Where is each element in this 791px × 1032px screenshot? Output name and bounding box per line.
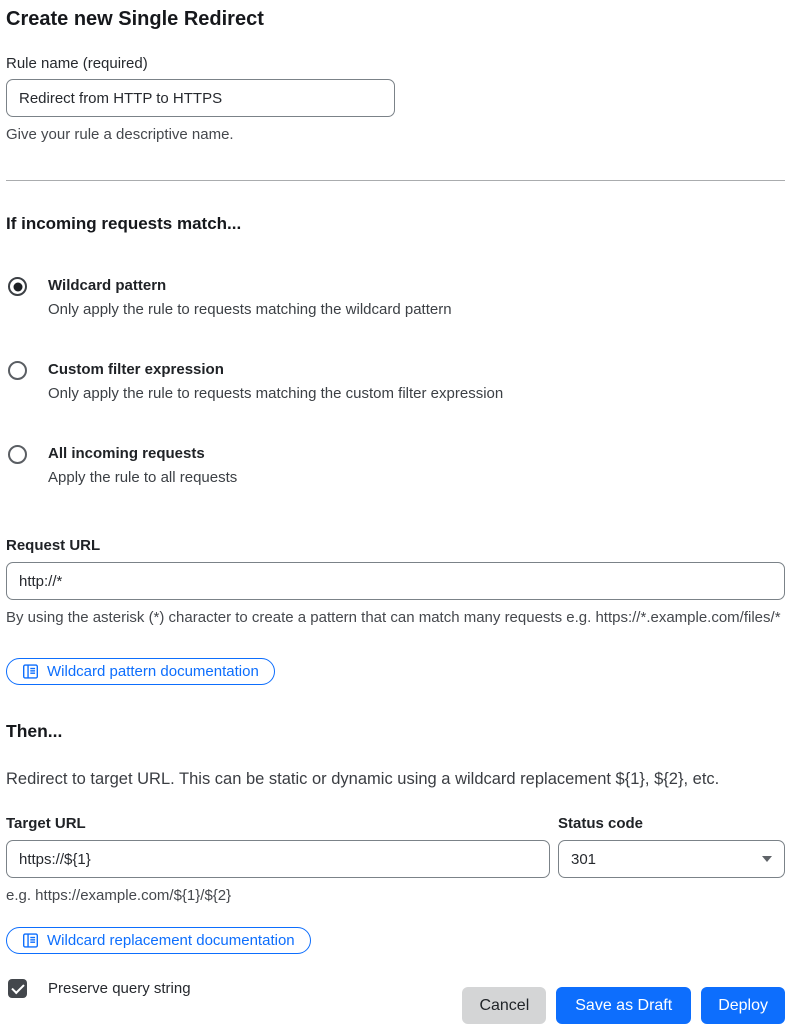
radio-option-custom-filter-expression[interactable] (6, 360, 785, 404)
radio-option-texts (48, 444, 237, 488)
radio-option-description: Apply the rule to all requests (48, 469, 238, 486)
radio-option-wildcard-pattern[interactable] (6, 276, 785, 320)
all-incoming-requests-radio[interactable] (8, 445, 27, 464)
deploy-button[interactable]: Deploy (701, 987, 785, 1024)
radio-option-label: Custom filter expression (48, 361, 224, 378)
status-code-select-wrap (558, 840, 785, 878)
request-url-field (6, 537, 785, 630)
book-icon (22, 663, 39, 680)
preserve-query-string-checkbox[interactable] (8, 979, 27, 998)
wildcard-replacement-docs-button[interactable] (6, 927, 311, 954)
wildcard-pattern-docs-button[interactable] (6, 658, 275, 685)
rule-name-input[interactable] (6, 79, 395, 117)
radio-option-description: Only apply the rule to requests matching the custom filter expression (48, 385, 504, 402)
then-section-heading: Then... (6, 721, 63, 741)
request-url-help: By using the asterisk (*) character to create a pattern that can match many requests e.g. https://*.example.com/files/* (6, 609, 781, 626)
rule-name-help: Give your rule a descriptive name. (6, 126, 234, 143)
target-url-field (6, 815, 550, 908)
status-code-label: Status code (558, 815, 644, 832)
request-url-label: Request URL (6, 537, 101, 554)
section-divider (6, 180, 785, 181)
status-code-select[interactable] (558, 840, 785, 878)
then-description: Redirect to target URL. This can be static or dynamic using a wildcard replacement ${1}, ${2}, etc. (6, 770, 720, 788)
form-actions (462, 987, 785, 1024)
radio-option-label: Wildcard pattern (48, 277, 167, 294)
target-and-status-row (6, 815, 785, 908)
rule-name-label: Rule name (required) (6, 55, 148, 72)
target-url-help: e.g. https://example.com/${1}/${2} (6, 887, 232, 904)
page-title: Create new Single Redirect (6, 8, 264, 30)
book-icon (22, 932, 39, 949)
radio-option-texts (48, 276, 452, 320)
radio-option-texts (48, 360, 503, 404)
cancel-button[interactable]: Cancel (462, 987, 546, 1024)
match-section-heading: If incoming requests match... (6, 214, 242, 233)
target-url-input[interactable] (6, 840, 550, 878)
docs-button-label: Wildcard pattern documentation (47, 663, 259, 680)
radio-option-description: Only apply the rule to requests matching the wildcard pattern (48, 301, 452, 318)
save-as-draft-button[interactable]: Save as Draft (556, 987, 691, 1024)
preserve-query-string-label: Preserve query string (48, 980, 191, 997)
docs-button-label: Wildcard replacement documentation (47, 932, 295, 949)
rule-name-field (6, 55, 785, 147)
custom-filter-expression-radio[interactable] (8, 361, 27, 380)
status-code-field (558, 815, 785, 908)
radio-option-label: All incoming requests (48, 445, 205, 462)
wildcard-pattern-radio[interactable] (8, 277, 27, 296)
request-url-input[interactable] (6, 562, 785, 600)
radio-option-all-incoming-requests[interactable] (6, 444, 785, 488)
target-url-label: Target URL (6, 815, 86, 832)
